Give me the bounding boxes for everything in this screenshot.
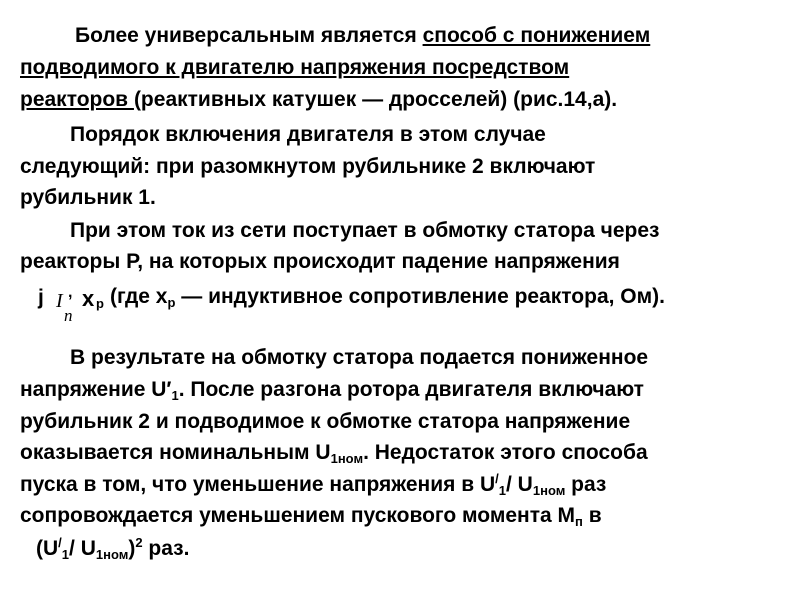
paragraph1-line1: Более универсальным является способ с понижением <box>75 24 651 47</box>
formula-n: п <box>64 306 73 325</box>
paragraph2-line1: Порядок включения двигателя в этом случае <box>70 123 546 146</box>
paragraph1-line3: реакторов (реактивных катушек — дросселей) (рис.14,а). <box>20 88 618 111</box>
paragraph4-line7: ($U^/_1/$ $U_{1ном})^2$ раз. <box>36 535 190 562</box>
formula-comma: , <box>68 284 73 301</box>
paragraph4-line2: напряжение $U'_1$. После разгона ротора двигателя включают <box>20 378 644 403</box>
formula-x: x <box>82 286 95 311</box>
paragraph3-line3: (где $x_р$ — индуктивное сопротивление реактора, Ом). <box>110 285 665 310</box>
underlined-phrase: способ с понижением <box>422 24 651 47</box>
formula-j: j <box>38 286 44 309</box>
paragraph4-line6: сопровождается уменьшением пускового момента $М_п$ в <box>20 504 602 529</box>
paragraph4-line3: рубильник 2 и подводимое к обмотке статора напряжение <box>20 410 631 433</box>
paragraph4-line5: пуска в том, что уменьшение напряжения в $U^/_1/$ $U_{1ном}$ раз <box>20 471 607 498</box>
paragraph2-line3: рубильник 1. <box>20 186 156 209</box>
paragraph2-line2: следующий: при разомкнутом рубильнике 2 включают <box>20 155 596 178</box>
paragraph4-line4: оказывается номинальным $U_{1ном}$. Недостаток этого способа <box>20 441 648 466</box>
formula-I: I <box>56 290 63 312</box>
formula-x-sub: р <box>96 296 104 311</box>
paragraph3-line2: реакторы Р, на которых происходит падение напряжения <box>20 250 620 273</box>
paragraph1-line2: подводимого к двигателю напряжения посредством <box>20 56 570 79</box>
paragraph4-line1: В результате на обмотку статора подается пониженное <box>70 346 649 369</box>
paragraph3-line1: При этом ток из сети поступает в обмотку статора через <box>70 219 660 242</box>
